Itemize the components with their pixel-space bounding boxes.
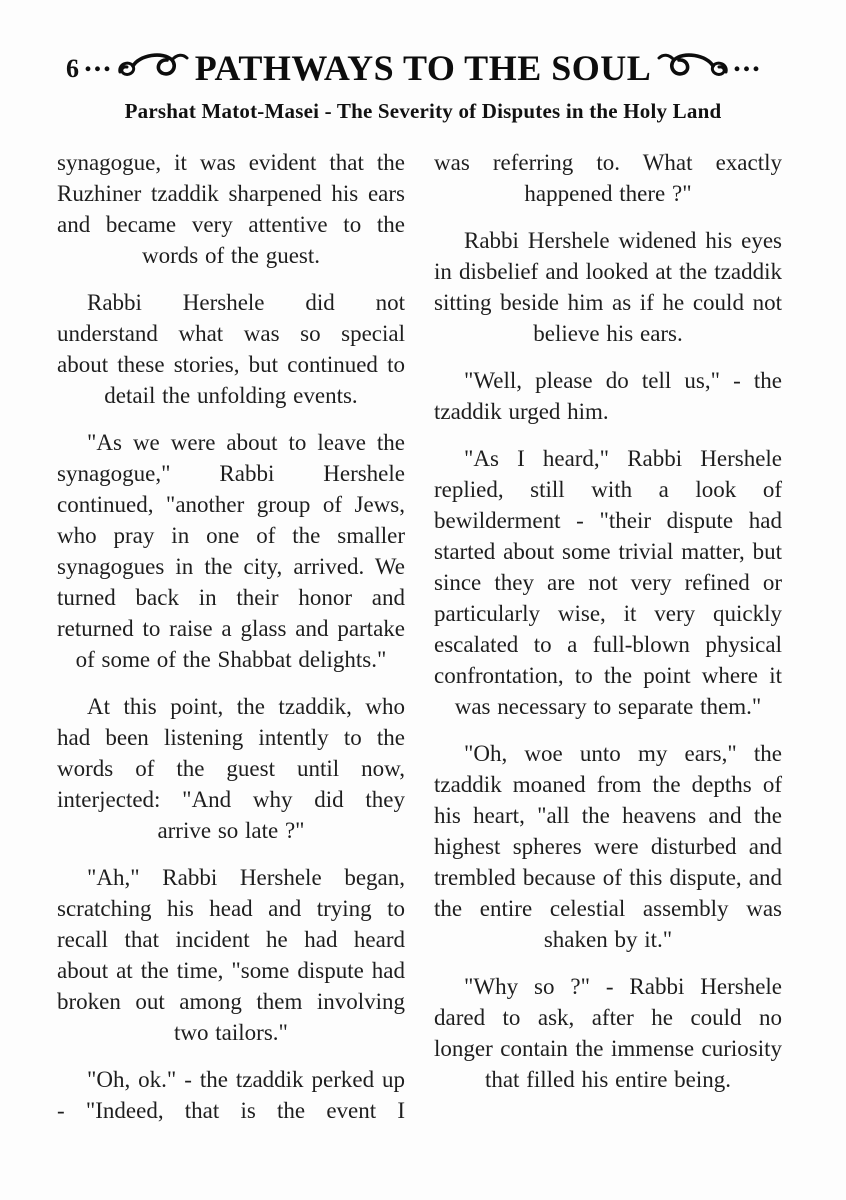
paragraph: was referring to. What exactly happened there ?" <box>434 150 782 206</box>
paragraph: "Ah," Rabbi Hershele began, scratching his head and trying to recall that incident he had heard about at the time, "some dispute had broken out among them involving two tailors." <box>57 865 405 1045</box>
text-columns <box>0 147 846 1126</box>
ornament-dots-left: ... <box>84 45 113 78</box>
paragraph: "Oh, woe unto my ears," the tzaddik moaned from the depths of his heart, "all the heavens and the highest spheres were disturbed and trembled because of this dispute, and the entire celestial assembly was shaken by it." <box>434 741 782 952</box>
ornament-dots-right: ... <box>733 45 762 78</box>
flourish-icon-left <box>117 51 189 85</box>
paragraph: "Oh, ok." - the tzaddik perked up - "Indeed, that is the event I <box>57 1067 405 1123</box>
page-number: 6 <box>66 54 79 83</box>
paragraph: Rabbi Hershele widened his eyes in disbelief and looked at the tzaddik sitting beside him as if he could not believe his ears. <box>434 228 782 346</box>
paragraph: "As we were about to leave the synagogue," Rabbi Hershele continued, "another group of Jews, who pray in one of the smaller synagogues in the city, arrived. We turned back in their honor and returned to raise a glass and partake of some of the Shabbat delights." <box>57 430 405 672</box>
paragraph: "As I heard," Rabbi Hershele replied, still with a look of bewilderment - "their dispute had started about some trivial matter, but since they are not very refined or particularly wise, it very quickly escalated to a full-blown physical confrontation, to the point where it was necessary to separate them." <box>434 446 782 719</box>
chapter-subtitle: Parshat Matot-Masei - The Severity of Disputes in the Holy Land <box>124 99 722 123</box>
paragraph: Rabbi Hershele did not understand what was so special about these stories, but continued to detail the unfolding events. <box>57 290 405 408</box>
page-header <box>0 0 846 124</box>
paragraph: At this point, the tzaddik, who had been listening intently to the words of the guest until now, interjected: "And why did they arrive so late ?" <box>57 694 405 843</box>
right-column <box>434 147 782 1126</box>
paragraph: "Why so ?" - Rabbi Hershele dared to ask, after he could no longer contain the immense curiosity that filled his entire being. <box>434 974 782 1092</box>
paragraph: synagogue, it was evident that the Ruzhiner tzaddik sharpened his ears and became very attentive to the words of the guest. <box>57 150 405 268</box>
title-row <box>0 44 846 92</box>
left-column <box>57 147 405 1126</box>
flourish-icon-right <box>657 51 729 85</box>
page-title: PATHWAYS TO THE SOUL <box>194 48 652 88</box>
paragraph: "Well, please do tell us," - the tzaddik urged him. <box>434 368 782 424</box>
